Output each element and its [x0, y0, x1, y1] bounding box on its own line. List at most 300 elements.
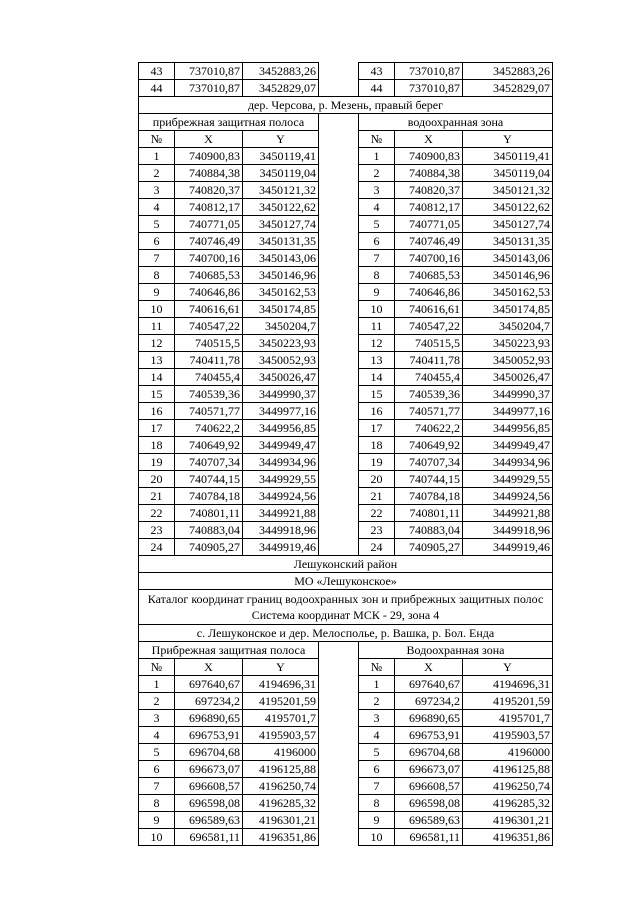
- y-coordinate-cell: 4194696,31: [463, 676, 553, 693]
- coastal-strip-heading: Прибрежная защитная полоса: [139, 642, 319, 659]
- x-coordinate-cell: 696890,65: [395, 710, 463, 727]
- y-coordinate-cell: 3450143,06: [243, 250, 319, 267]
- x-coordinate-cell: 740801,11: [175, 505, 243, 522]
- column-gap: [319, 488, 359, 505]
- x-coordinate-cell: 740515,5: [395, 335, 463, 352]
- y-coordinate-cell: 3449949,47: [243, 437, 319, 454]
- coordinate-table: [138, 62, 553, 846]
- y-coordinate-cell: 3452829,07: [243, 80, 319, 97]
- column-gap: [319, 318, 359, 335]
- y-coordinate-cell: 3452883,26: [463, 63, 553, 80]
- table-row: [139, 80, 553, 97]
- section-title-cell: дер. Черсова, р. Мезень, правый берег: [139, 97, 553, 114]
- y-coordinate-cell: 3450121,32: [243, 182, 319, 199]
- y-coordinate-cell: 3450052,93: [243, 352, 319, 369]
- point-number-cell: 7: [359, 250, 395, 267]
- y-coordinate-cell: 3450162,53: [243, 284, 319, 301]
- column-gap: [319, 454, 359, 471]
- column-header-col_x: X: [395, 131, 463, 148]
- x-coordinate-cell: 740900,83: [395, 148, 463, 165]
- x-coordinate-cell: 740884,38: [395, 165, 463, 182]
- y-coordinate-cell: 4196250,74: [463, 778, 553, 795]
- coastal-strip-heading: прибрежная защитная полоса: [139, 114, 319, 131]
- table-row: [139, 233, 553, 250]
- column-gap: [319, 148, 359, 165]
- column-gap: [319, 812, 359, 829]
- x-coordinate-cell: 696673,07: [175, 761, 243, 778]
- zone-heading-row: [139, 114, 553, 131]
- point-number-cell: 2: [359, 693, 395, 710]
- x-coordinate-cell: 740547,22: [395, 318, 463, 335]
- x-coordinate-cell: 696598,08: [395, 795, 463, 812]
- point-number-cell: 7: [359, 778, 395, 795]
- table-row: [139, 284, 553, 301]
- y-coordinate-cell: 3452829,07: [463, 80, 553, 97]
- municipality-title: [139, 573, 553, 590]
- point-number-cell: 4: [139, 199, 175, 216]
- column-gap: [319, 335, 359, 352]
- y-coordinate-cell: 3450223,93: [463, 335, 553, 352]
- x-coordinate-cell: 740455,4: [395, 369, 463, 386]
- table-row: [139, 778, 553, 795]
- point-number-cell: 1: [139, 676, 175, 693]
- table-row: [139, 420, 553, 437]
- point-number-cell: 14: [359, 369, 395, 386]
- y-coordinate-cell: 4196285,32: [463, 795, 553, 812]
- column-header-col_y: Y: [463, 131, 553, 148]
- y-coordinate-cell: 3449990,37: [243, 386, 319, 403]
- y-coordinate-cell: 4196125,88: [243, 761, 319, 778]
- table-row: [139, 454, 553, 471]
- point-number-cell: 21: [359, 488, 395, 505]
- x-coordinate-cell: 696704,68: [175, 744, 243, 761]
- x-coordinate-cell: 740700,16: [175, 250, 243, 267]
- y-coordinate-cell: 4196301,21: [243, 812, 319, 829]
- table-row: [139, 795, 553, 812]
- section-title: [139, 625, 553, 642]
- x-coordinate-cell: 740411,78: [175, 352, 243, 369]
- table-row: [139, 539, 553, 556]
- point-number-cell: 22: [359, 505, 395, 522]
- x-coordinate-cell: 696608,57: [395, 778, 463, 795]
- column-gap: [319, 539, 359, 556]
- x-coordinate-cell: 696608,57: [175, 778, 243, 795]
- point-number-cell: 10: [139, 301, 175, 318]
- x-coordinate-cell: 740515,5: [175, 335, 243, 352]
- point-number-cell: 21: [139, 488, 175, 505]
- point-number-cell: 15: [139, 386, 175, 403]
- x-coordinate-cell: 697640,67: [175, 676, 243, 693]
- column-gap: [319, 114, 359, 131]
- table-row: [139, 693, 553, 710]
- y-coordinate-cell: 3452883,26: [243, 63, 319, 80]
- y-coordinate-cell: 3450204,7: [463, 318, 553, 335]
- y-coordinate-cell: 3450223,93: [243, 335, 319, 352]
- x-coordinate-cell: 740905,27: [175, 539, 243, 556]
- y-coordinate-cell: 3450122,62: [463, 199, 553, 216]
- x-coordinate-cell: 696890,65: [175, 710, 243, 727]
- x-coordinate-cell: 737010,87: [175, 80, 243, 97]
- y-coordinate-cell: 4196351,86: [243, 829, 319, 846]
- district-title-cell: Лешуконский район: [139, 556, 553, 573]
- point-number-cell: 17: [139, 420, 175, 437]
- district-title: [139, 556, 553, 573]
- table-row: [139, 676, 553, 693]
- y-coordinate-cell: 3449990,37: [463, 386, 553, 403]
- column-gap: [319, 829, 359, 846]
- column-gap: [319, 267, 359, 284]
- x-coordinate-cell: 696598,08: [175, 795, 243, 812]
- table-row: [139, 829, 553, 846]
- point-number-cell: 43: [139, 63, 175, 80]
- point-number-cell: 4: [359, 727, 395, 744]
- x-coordinate-cell: 740744,15: [175, 471, 243, 488]
- y-coordinate-cell: 3449919,46: [463, 539, 553, 556]
- y-coordinate-cell: 3450131,35: [463, 233, 553, 250]
- column-gap: [319, 778, 359, 795]
- point-number-cell: 2: [359, 165, 395, 182]
- y-coordinate-cell: 3449921,88: [463, 505, 553, 522]
- y-coordinate-cell: 3449919,46: [243, 539, 319, 556]
- y-coordinate-cell: 3449934,96: [463, 454, 553, 471]
- y-coordinate-cell: 3449977,16: [463, 403, 553, 420]
- point-number-cell: 4: [139, 727, 175, 744]
- column-gap: [319, 386, 359, 403]
- table-row: [139, 250, 553, 267]
- column-gap: [319, 420, 359, 437]
- table-row: [139, 522, 553, 539]
- table-row: [139, 386, 553, 403]
- y-coordinate-cell: 3449956,85: [243, 420, 319, 437]
- table-row: [139, 199, 553, 216]
- point-number-cell: 9: [139, 812, 175, 829]
- y-coordinate-cell: 4195701,7: [463, 710, 553, 727]
- table-row: [139, 761, 553, 778]
- point-number-cell: 5: [139, 216, 175, 233]
- x-coordinate-cell: 740685,53: [395, 267, 463, 284]
- x-coordinate-cell: 740616,61: [175, 301, 243, 318]
- zone-heading-row: [139, 642, 553, 659]
- point-number-cell: 16: [139, 403, 175, 420]
- column-gap: [319, 522, 359, 539]
- x-coordinate-cell: 740646,86: [395, 284, 463, 301]
- point-number-cell: 18: [139, 437, 175, 454]
- x-coordinate-cell: 740746,49: [395, 233, 463, 250]
- y-coordinate-cell: 3450146,96: [243, 267, 319, 284]
- y-coordinate-cell: 3450121,32: [463, 182, 553, 199]
- point-number-cell: 12: [359, 335, 395, 352]
- x-coordinate-cell: 696673,07: [395, 761, 463, 778]
- x-coordinate-cell: 740622,2: [175, 420, 243, 437]
- column-gap: [319, 693, 359, 710]
- catalog-title: [139, 590, 553, 625]
- x-coordinate-cell: 740649,92: [395, 437, 463, 454]
- column-header-col_x: X: [395, 659, 463, 676]
- column-header-col_y: Y: [463, 659, 553, 676]
- y-coordinate-cell: 4195903,57: [243, 727, 319, 744]
- x-coordinate-cell: 740649,92: [175, 437, 243, 454]
- y-coordinate-cell: 4196301,21: [463, 812, 553, 829]
- table-row: [139, 267, 553, 284]
- table-row: [139, 165, 553, 182]
- point-number-cell: 3: [139, 710, 175, 727]
- column-header-col_num: №: [139, 131, 175, 148]
- column-gap: [319, 216, 359, 233]
- y-coordinate-cell: 3450119,41: [463, 148, 553, 165]
- x-coordinate-cell: 740820,37: [175, 182, 243, 199]
- y-coordinate-cell: 3450162,53: [463, 284, 553, 301]
- point-number-cell: 3: [359, 710, 395, 727]
- table-row: [139, 744, 553, 761]
- point-number-cell: 5: [359, 216, 395, 233]
- x-coordinate-cell: 740746,49: [175, 233, 243, 250]
- x-coordinate-cell: 740571,77: [175, 403, 243, 420]
- table-row: [139, 216, 553, 233]
- table-row: [139, 710, 553, 727]
- point-number-cell: 1: [359, 148, 395, 165]
- point-number-cell: 7: [139, 250, 175, 267]
- point-number-cell: 1: [359, 676, 395, 693]
- column-gap: [319, 250, 359, 267]
- column-header-col_num: №: [359, 131, 395, 148]
- point-number-cell: 22: [139, 505, 175, 522]
- point-number-cell: 18: [359, 437, 395, 454]
- point-number-cell: 24: [139, 539, 175, 556]
- y-coordinate-cell: 4195201,59: [463, 693, 553, 710]
- point-number-cell: 23: [359, 522, 395, 539]
- y-coordinate-cell: 3450127,74: [243, 216, 319, 233]
- x-coordinate-cell: 696753,91: [175, 727, 243, 744]
- x-coordinate-cell: 737010,87: [395, 80, 463, 97]
- point-number-cell: 8: [139, 795, 175, 812]
- column-header-col_num: №: [139, 659, 175, 676]
- column-gap: [319, 80, 359, 97]
- point-number-cell: 7: [139, 778, 175, 795]
- x-coordinate-cell: 740411,78: [395, 352, 463, 369]
- point-number-cell: 9: [359, 284, 395, 301]
- x-coordinate-cell: 697234,2: [175, 693, 243, 710]
- section-title-cell: с. Лешуконское и дер. Мелосполье, р. Вашка, р. Бол. Енда: [139, 625, 553, 642]
- column-header-col_y: Y: [243, 659, 319, 676]
- x-coordinate-cell: 740883,04: [395, 522, 463, 539]
- point-number-cell: 3: [139, 182, 175, 199]
- table-row: [139, 369, 553, 386]
- point-number-cell: 20: [139, 471, 175, 488]
- point-number-cell: 2: [139, 693, 175, 710]
- y-coordinate-cell: 3449977,16: [243, 403, 319, 420]
- y-coordinate-cell: 3450026,47: [463, 369, 553, 386]
- x-coordinate-cell: 737010,87: [395, 63, 463, 80]
- point-number-cell: 20: [359, 471, 395, 488]
- point-number-cell: 8: [359, 267, 395, 284]
- y-coordinate-cell: 3449918,96: [463, 522, 553, 539]
- table-row: [139, 437, 553, 454]
- x-coordinate-cell: 737010,87: [175, 63, 243, 80]
- point-number-cell: 24: [359, 539, 395, 556]
- table-row: [139, 471, 553, 488]
- table-row: [139, 63, 553, 80]
- y-coordinate-cell: 3449949,47: [463, 437, 553, 454]
- table-row: [139, 335, 553, 352]
- y-coordinate-cell: 3450204,7: [243, 318, 319, 335]
- x-coordinate-cell: 740571,77: [395, 403, 463, 420]
- x-coordinate-cell: 740771,05: [175, 216, 243, 233]
- x-coordinate-cell: 740784,18: [175, 488, 243, 505]
- x-coordinate-cell: 740883,04: [175, 522, 243, 539]
- y-coordinate-cell: 4195201,59: [243, 693, 319, 710]
- point-number-cell: 11: [359, 318, 395, 335]
- x-coordinate-cell: 740771,05: [395, 216, 463, 233]
- y-coordinate-cell: 3450026,47: [243, 369, 319, 386]
- y-coordinate-cell: 3450143,06: [463, 250, 553, 267]
- column-gap: [319, 761, 359, 778]
- point-number-cell: 4: [359, 199, 395, 216]
- x-coordinate-cell: 740744,15: [395, 471, 463, 488]
- y-coordinate-cell: 4196250,74: [243, 778, 319, 795]
- coordinate-catalog-page: [138, 62, 552, 846]
- table-row: [139, 318, 553, 335]
- y-coordinate-cell: 4194696,31: [243, 676, 319, 693]
- x-coordinate-cell: 740801,11: [395, 505, 463, 522]
- table-row: [139, 812, 553, 829]
- column-header-col_x: X: [175, 131, 243, 148]
- column-gap: [319, 63, 359, 80]
- x-coordinate-cell: 696581,11: [175, 829, 243, 846]
- y-coordinate-cell: 3450119,04: [243, 165, 319, 182]
- column-gap: [319, 676, 359, 693]
- column-gap: [319, 710, 359, 727]
- column-gap: [319, 505, 359, 522]
- point-number-cell: 5: [359, 744, 395, 761]
- column-gap: [319, 727, 359, 744]
- x-coordinate-cell: 740812,17: [175, 199, 243, 216]
- point-number-cell: 14: [139, 369, 175, 386]
- municipality-title-cell: МО «Лешуконское»: [139, 573, 553, 590]
- point-number-cell: 10: [139, 829, 175, 846]
- column-header-col_y: Y: [243, 131, 319, 148]
- column-gap: [319, 795, 359, 812]
- x-coordinate-cell: 740820,37: [395, 182, 463, 199]
- point-number-cell: 44: [139, 80, 175, 97]
- column-gap: [319, 744, 359, 761]
- section-title: [139, 97, 553, 114]
- table-row: [139, 182, 553, 199]
- point-number-cell: 11: [139, 318, 175, 335]
- water-zone-heading: водоохранная зона: [359, 114, 553, 131]
- x-coordinate-cell: 740905,27: [395, 539, 463, 556]
- x-coordinate-cell: 740455,4: [175, 369, 243, 386]
- y-coordinate-cell: 4196000: [243, 744, 319, 761]
- x-coordinate-cell: 740884,38: [175, 165, 243, 182]
- table-row: [139, 148, 553, 165]
- x-coordinate-cell: 740539,36: [175, 386, 243, 403]
- catalog-title-cell: Каталог координат границ водоохранных зон и прибрежных защитных полос Система координат МСК - 29, зона 4: [139, 590, 553, 625]
- column-gap: [319, 182, 359, 199]
- point-number-cell: 8: [139, 267, 175, 284]
- point-number-cell: 9: [359, 812, 395, 829]
- column-gap: [319, 165, 359, 182]
- point-number-cell: 44: [359, 80, 395, 97]
- column-gap: [319, 301, 359, 318]
- column-gap: [319, 369, 359, 386]
- column-header-col_num: №: [359, 659, 395, 676]
- column-gap: [319, 233, 359, 250]
- column-gap: [319, 403, 359, 420]
- y-coordinate-cell: 3450174,85: [243, 301, 319, 318]
- point-number-cell: 19: [359, 454, 395, 471]
- y-coordinate-cell: 3449921,88: [243, 505, 319, 522]
- column-gap: [319, 284, 359, 301]
- y-coordinate-cell: 3449924,56: [243, 488, 319, 505]
- column-gap: [319, 642, 359, 659]
- x-coordinate-cell: 740900,83: [175, 148, 243, 165]
- column-header-row: [139, 659, 553, 676]
- point-number-cell: 13: [359, 352, 395, 369]
- point-number-cell: 12: [139, 335, 175, 352]
- y-coordinate-cell: 3450119,04: [463, 165, 553, 182]
- y-coordinate-cell: 3449934,96: [243, 454, 319, 471]
- y-coordinate-cell: 3449956,85: [463, 420, 553, 437]
- y-coordinate-cell: 3450122,62: [243, 199, 319, 216]
- point-number-cell: 9: [139, 284, 175, 301]
- x-coordinate-cell: 740700,16: [395, 250, 463, 267]
- y-coordinate-cell: 4196285,32: [243, 795, 319, 812]
- x-coordinate-cell: 740622,2: [395, 420, 463, 437]
- table-row: [139, 727, 553, 744]
- column-gap: [319, 659, 359, 676]
- x-coordinate-cell: 740547,22: [175, 318, 243, 335]
- table-row: [139, 352, 553, 369]
- point-number-cell: 10: [359, 829, 395, 846]
- y-coordinate-cell: 3449924,56: [463, 488, 553, 505]
- point-number-cell: 2: [139, 165, 175, 182]
- y-coordinate-cell: 3450131,35: [243, 233, 319, 250]
- point-number-cell: 3: [359, 182, 395, 199]
- water-zone-heading: Водоохранная зона: [359, 642, 553, 659]
- x-coordinate-cell: 696704,68: [395, 744, 463, 761]
- table-row: [139, 301, 553, 318]
- x-coordinate-cell: 740707,34: [175, 454, 243, 471]
- x-coordinate-cell: 696589,63: [175, 812, 243, 829]
- point-number-cell: 10: [359, 301, 395, 318]
- point-number-cell: 6: [139, 761, 175, 778]
- x-coordinate-cell: 697234,2: [395, 693, 463, 710]
- x-coordinate-cell: 740707,34: [395, 454, 463, 471]
- y-coordinate-cell: 4196351,86: [463, 829, 553, 846]
- x-coordinate-cell: 696589,63: [395, 812, 463, 829]
- table-row: [139, 505, 553, 522]
- point-number-cell: 1: [139, 148, 175, 165]
- point-number-cell: 6: [359, 233, 395, 250]
- column-gap: [319, 199, 359, 216]
- y-coordinate-cell: 3449918,96: [243, 522, 319, 539]
- y-coordinate-cell: 4196125,88: [463, 761, 553, 778]
- y-coordinate-cell: 4196000: [463, 744, 553, 761]
- y-coordinate-cell: 3449929,55: [243, 471, 319, 488]
- x-coordinate-cell: 697640,67: [395, 676, 463, 693]
- column-gap: [319, 131, 359, 148]
- point-number-cell: 19: [139, 454, 175, 471]
- column-gap: [319, 352, 359, 369]
- column-gap: [319, 437, 359, 454]
- point-number-cell: 5: [139, 744, 175, 761]
- point-number-cell: 13: [139, 352, 175, 369]
- x-coordinate-cell: 740784,18: [395, 488, 463, 505]
- point-number-cell: 8: [359, 795, 395, 812]
- table-row: [139, 403, 553, 420]
- x-coordinate-cell: 696753,91: [395, 727, 463, 744]
- point-number-cell: 43: [359, 63, 395, 80]
